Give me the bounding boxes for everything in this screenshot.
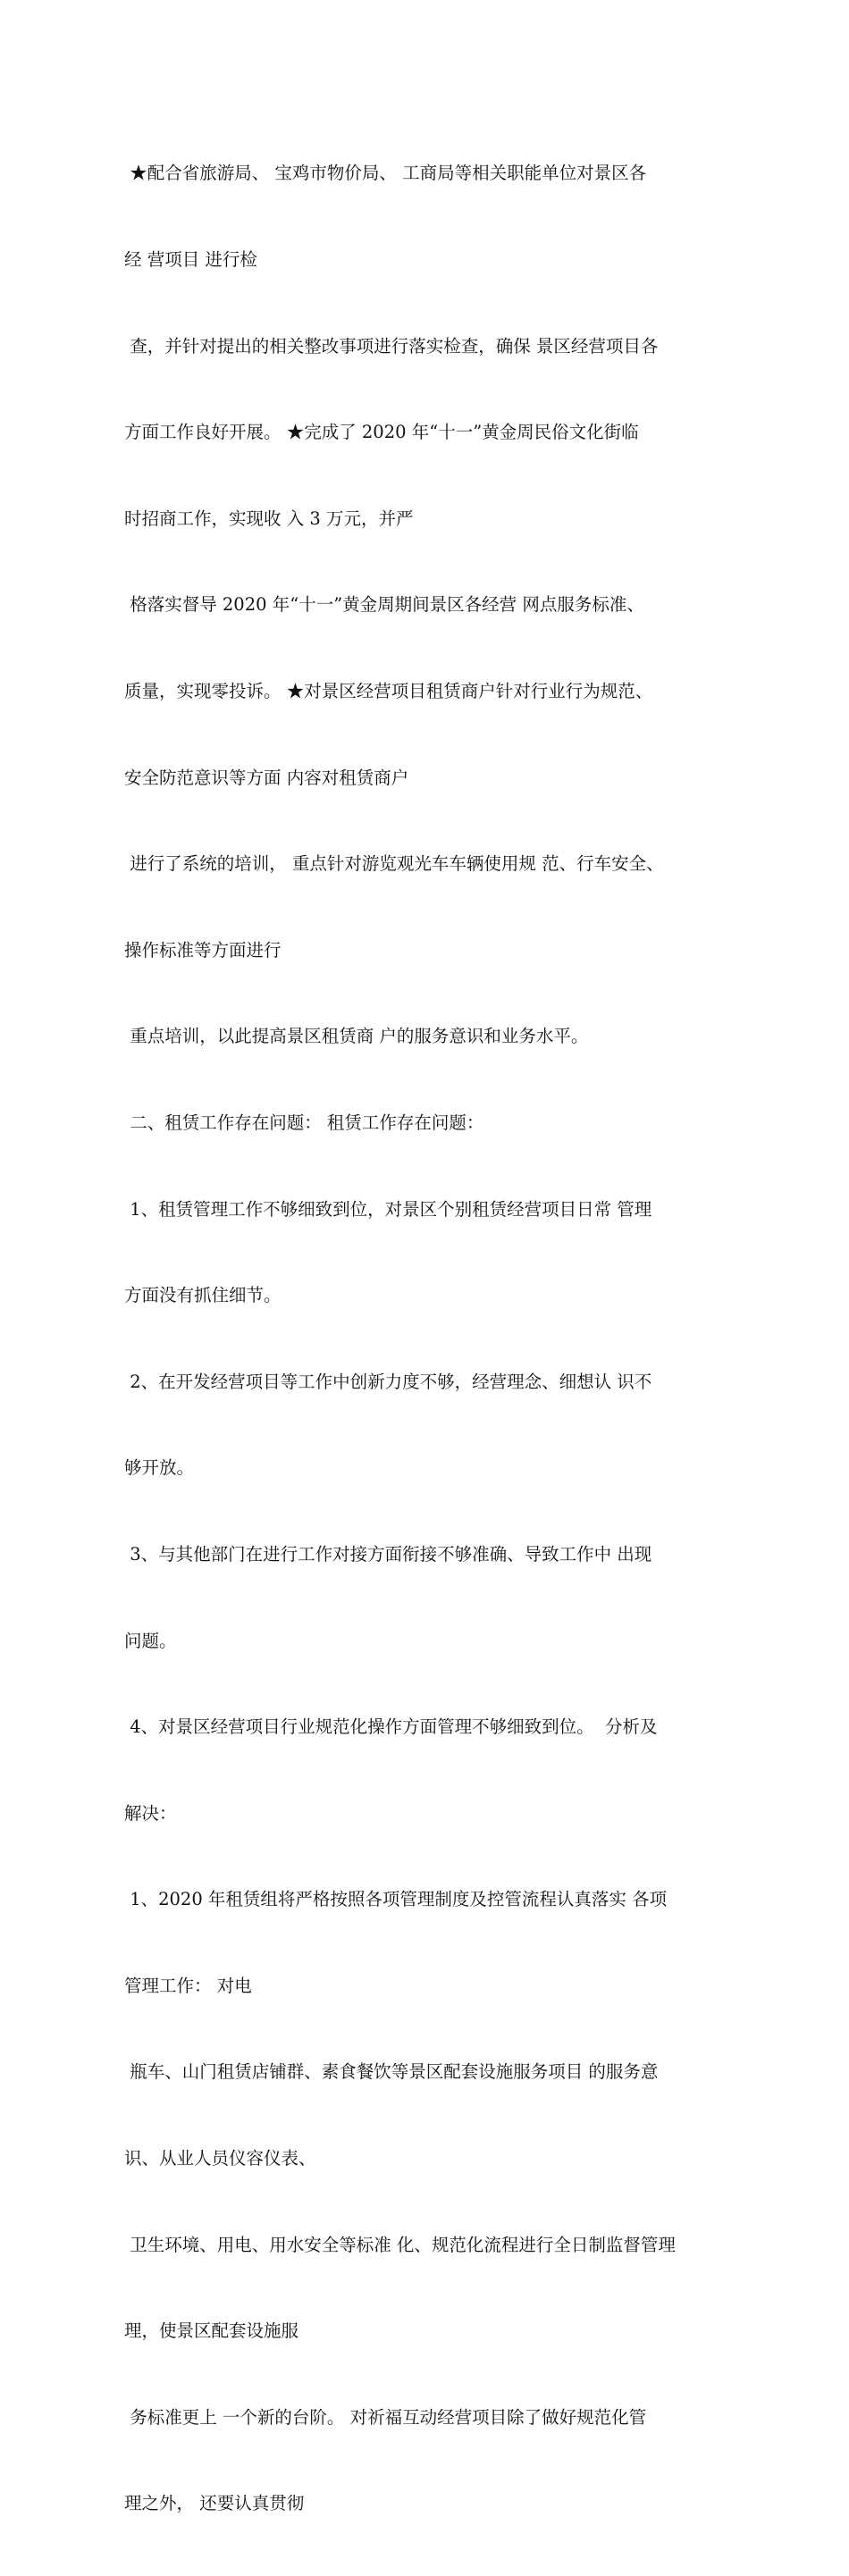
document-body — [124, 102, 750, 2576]
section-heading: 二、租赁工作存在问题： 租赁工作存在问题： — [124, 1112, 484, 1133]
text-line: 问题。 — [124, 1630, 177, 1651]
text-line: 瓶车、山门租赁店铺群、素食餐饮等景区配套设施服务项目 的服务意 — [124, 2061, 659, 2083]
text-line: 理，使景区配套设施服 — [124, 2320, 299, 2342]
text-line: 1、租赁管理工作不够细致到位，对景区个别租赁经营项目日常 管理 — [124, 1198, 652, 1220]
text-line: 方面工作良好开展。 ★完成了 2020 年“十一”黄金周民俗文化街临 — [124, 422, 639, 443]
text-line: 查，并针对提出的相关整改事项进行落实检查，确保 景区经营项目各 — [124, 335, 659, 357]
text-line: 识、从业人员仪容仪表、 — [124, 2148, 316, 2169]
text-line: 重点培训，以此提高景区租赁商 户的服务意识和业务水平。 — [124, 1026, 589, 1047]
text-line: 够开放。 — [124, 1457, 195, 1479]
text-line: 时招商工作，实现收 入 3 万元，并严 — [124, 508, 414, 529]
text-line: 4、对景区经营项目行业规范化操作方面管理不够细致到位。 分析及 — [124, 1716, 658, 1738]
text-line: 管理工作： 对电 — [124, 1975, 252, 1996]
text-line: 3、与其他部门在进行工作对接方面衔接不够准确、导致工作中 出现 — [124, 1543, 652, 1565]
text-line: 务标准更上 一个新的台阶。 对祈福互动经营项目除了做好规范化管 — [124, 2406, 647, 2428]
text-line: 解决： — [124, 1802, 177, 1824]
text-line: 安全防范意识等方面 内容对租赁商户 — [124, 767, 409, 788]
text-line: ★配合省旅游局、 宝鸡市物价局、 工商局等相关职能单位对景区各 — [124, 163, 647, 184]
text-line: 质量，实现零投诉。 ★对景区经营项目租赁商户针对行业行为规范、 — [124, 680, 653, 701]
text-line: 格落实督导 2020 年“十一”黄金周期间景区各经营 网点服务标准、 — [124, 594, 644, 616]
text-line: 进行了系统的培训， 重点针对游览观光车车辆使用规 范、行车安全、 — [124, 853, 664, 875]
text-line: 理之外， 还要认真贯彻 — [124, 2493, 305, 2514]
text-line: 2、在开发经营项目等工作中创新力度不够，经营理念、细想认 识不 — [124, 1371, 652, 1392]
text-line: 卫生环境、用电、用水安全等标准 化、规范化流程进行全日制监督管理 — [124, 2234, 676, 2255]
text-line: 经 营项目 进行检 — [124, 249, 257, 270]
text-line: 方面没有抓住细节。 — [124, 1285, 282, 1306]
text-line: 操作标准等方面进行 — [124, 939, 282, 961]
text-line: 1、2020 年租赁组将严格按照各项管理制度及控管流程认真落实 各项 — [124, 1889, 668, 1910]
